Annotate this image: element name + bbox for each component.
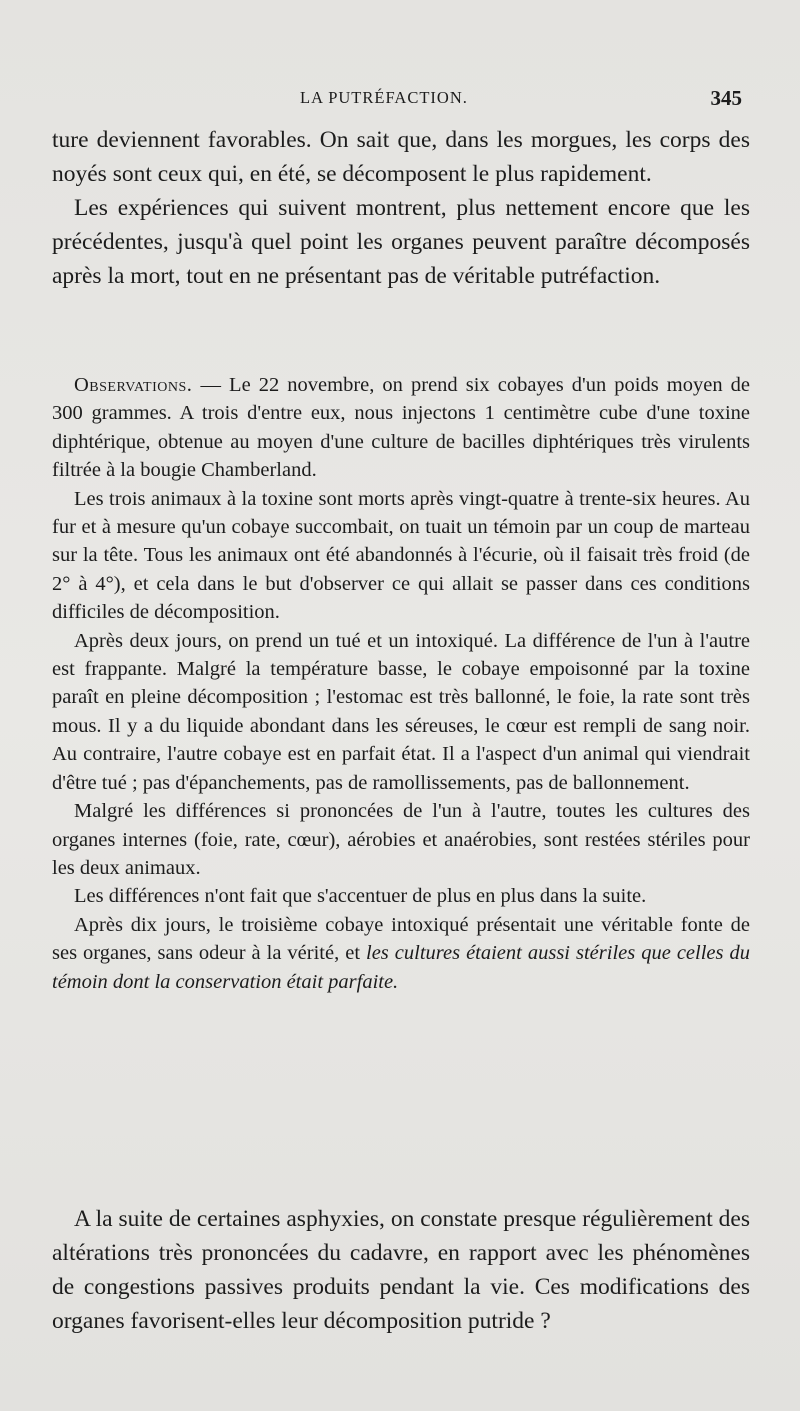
observations-section: [52, 371, 750, 996]
page-number: 345: [710, 86, 742, 110]
text-block-bottom: [52, 1202, 750, 1338]
observation-paragraph-4: Malgré les différences si prononcées de l'un à l'autre, toutes les cultures des organes internes (foie, rate, cœur), aérobies et anaérobies, sont restées stériles pour les deux animaux.: [52, 800, 750, 879]
page-header: [52, 88, 748, 116]
running-title: LA PUTRÉFACTION.: [300, 88, 468, 107]
observation-paragraph-1-text: — Le 22 novembre, on prend six cobayes d'un poids moyen de 300 grammes. A trois d'entre eux, nous injectons 1 centimètre cube d'une toxine diphtérique, obtenue au moyen d'une culture de bacilles diphtériques très virulents filtrée à la bougie Chamberland.: [52, 374, 750, 482]
paragraph-asphyxies: A la suite de certaines asphyxies, on constate presque régulièrement des altérations très prononcées du cadavre, en rapport avec les phénomènes de congestions passives produits pendant la vie. Ces modifications des organes favorisent-elles leur décomposition putride ?: [52, 1206, 750, 1334]
observation-paragraph-6-italic: les cultures étaient aussi stériles que celles du témoin dont la conservation était parfaite.: [52, 942, 750, 993]
paragraph-continuation: ture deviennent favorables. On sait que, dans les morgues, les corps des noyés sont ceux qui, en été, se décomposent le plus rapidement.: [52, 127, 750, 187]
observation-paragraph-1: [52, 371, 750, 485]
observation-paragraph-2: Les trois animaux à la toxine sont morts après vingt-quatre à trente-six heures. Au fur et à mesure qu'un cobaye succombait, on tuait un témoin par un coup de marteau sur la tête. Tous les animaux ont été abandonnés à l'écurie, où il faisait très froid (de 2° à 4°), et cela dans le but d'observer ce qui allait se passer dans ces conditions difficiles de décomposition.: [52, 487, 750, 624]
observation-paragraph-5: Les différences n'ont fait que s'accentuer de plus en plus dans la suite.: [74, 885, 647, 908]
observations-label: Observations.: [74, 374, 193, 396]
paragraph-experiments-intro: Les expériences qui suivent montrent, plus nettement encore que les précédentes, jusqu'à quel point les organes peuvent paraître décomposés après la mort, tout en ne présentant pas de véritable putréfaction.: [52, 195, 750, 289]
text-block-top: [52, 123, 750, 293]
observation-paragraph-6-text: Après dix jours, le troisième cobaye intoxiqué présentait une véritable fonte de ses organes, sans odeur à la vérité, et: [52, 913, 750, 965]
observation-paragraph-3: Après deux jours, on prend un tué et un intoxiqué. La différence de l'un à l'autre est frappante. Malgré la température basse, le cobaye empoisonné par la toxine paraît en pleine décomposition ; l'estomac est très ballonné, le foie, la rate sont très mous. Il y a du liquide abondant dans les séreuses, le cœur est rempli de sang noir. Au contraire, l'autre cobaye est en parfait état. Il a l'aspect d'un animal qui viendrait d'être tué ; pas d'épanchements, pas de ramollissements, pas de ballonnement.: [52, 629, 750, 794]
observation-paragraph-6: [52, 911, 750, 996]
